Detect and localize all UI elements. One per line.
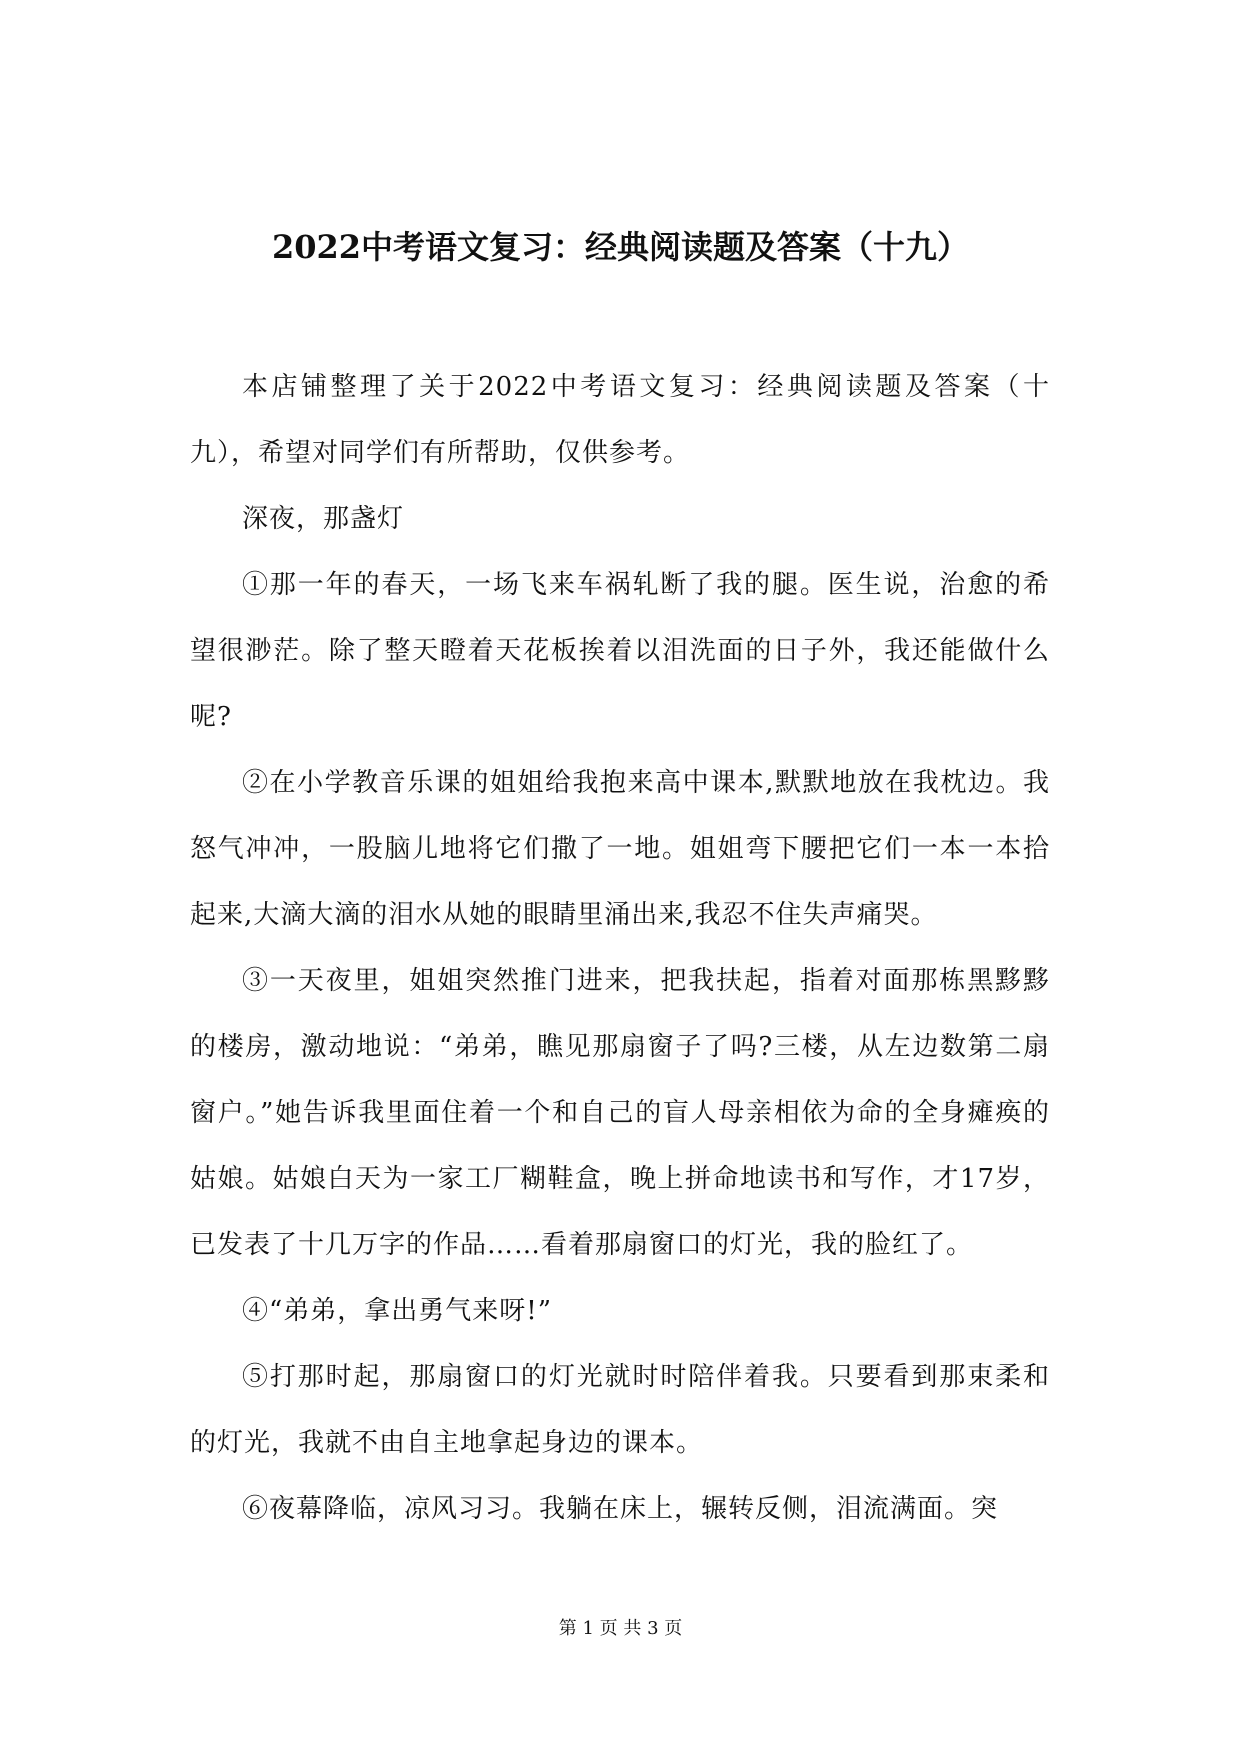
intro-paragraph: 本店铺整理了关于2022中考语文复习：经典阅读题及答案（十九），希望对同学们有所帮助，仅供参考。 <box>190 372 1050 468</box>
page-number-footer: 第 1 页 共 3 页 <box>558 1618 683 1639</box>
document-title: 2022中考语文复习：经典阅读题及答案（十九） <box>271 228 970 266</box>
passage-paragraph-5: ⑤打那时起，那扇窗口的灯光就时时陪伴着我。只要看到那束柔和的灯光，我就不由自主地拿起身边的课本。 <box>190 1362 1050 1458</box>
passage-paragraph-3: ③一天夜里，姐姐突然推门进来，把我扶起，指着对面那栋黑黟黟的楼房，激动地说：“弟弟，瞧见那扇窗子了吗?三楼，从左边数第二扇窗户。”她告诉我里面住着一个和自己的盲人母亲相依为命的全身瘫痪的姑娘。姑娘白天为一家工厂糊鞋盒，晚上拼命地读书和写作，才17岁，已发表了十几万字的作品……看着那扇窗口的灯光，我的脸红了。 <box>190 966 1050 1260</box>
passage-paragraph-1: ①那一年的春天，一场飞来车祸轧断了我的腿。医生说，治愈的希望很渺茫。除了整天瞪着天花板挨着以泪洗面的日子外，我还能做什么呢? <box>190 570 1050 732</box>
passage-paragraph-2: ②在小学教音乐课的姐姐给我抱来高中课本,默默地放在我枕边。我怒气冲冲，一股脑儿地将它们撒了一地。姐姐弯下腰把它们一本一本拾起来,大滴大滴的泪水从她的眼睛里涌出来,我忍不住失声痛哭。 <box>190 768 1050 930</box>
passage-paragraph-4: ④“弟弟，拿出勇气来呀!” <box>242 1296 553 1326</box>
passage-title: 深夜，那盏灯 <box>242 504 405 534</box>
passage-paragraph-6: ⑥夜幕降临，凉风习习。我躺在床上，辗转反侧，泪流满面。突 <box>242 1494 999 1524</box>
document-body <box>190 354 1050 1542</box>
